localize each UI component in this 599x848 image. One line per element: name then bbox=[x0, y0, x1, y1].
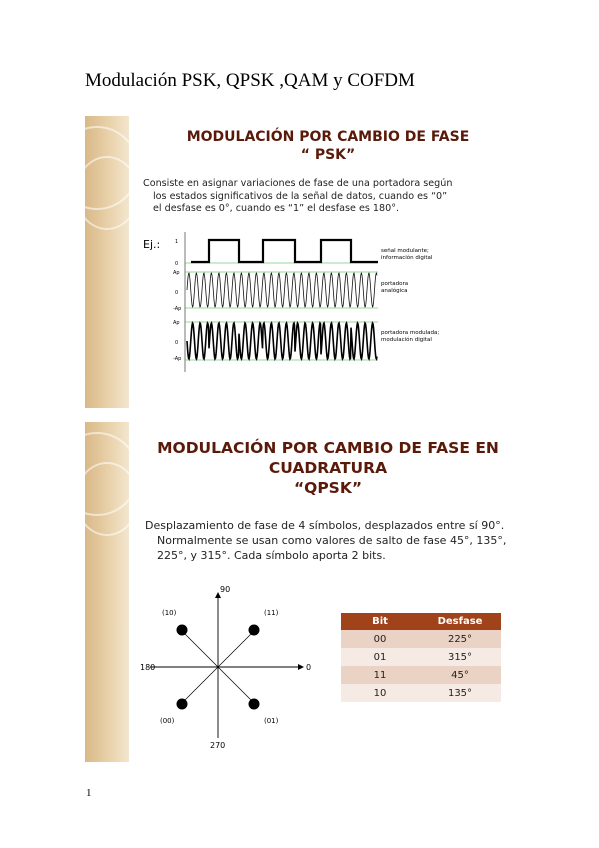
axis-label-ap3: Ap bbox=[173, 320, 180, 326]
qpsk-text-line2: Normalmente se usan como valores de salto de fase 45°, 135°, bbox=[157, 534, 507, 547]
symbol-point-00 bbox=[177, 699, 188, 710]
column-header-bit: Bit bbox=[341, 613, 419, 630]
axis-label-ap4: -Ap bbox=[173, 356, 182, 362]
qpsk-description bbox=[145, 518, 525, 563]
psk-text-line1: Consiste en asignar variaciones de fase de una portadora según bbox=[143, 178, 453, 189]
table-header-row bbox=[341, 613, 501, 630]
page-number: 1 bbox=[86, 787, 92, 799]
table-row bbox=[341, 666, 501, 684]
angle-label-0: 0 bbox=[306, 663, 312, 672]
analog-carrier-wave bbox=[187, 273, 377, 307]
carrier-label-1: portadora bbox=[381, 281, 409, 287]
axis-label-zero2: 0 bbox=[175, 290, 179, 296]
symbol-point-10 bbox=[177, 625, 188, 636]
angle-label-90: 90 bbox=[220, 585, 231, 594]
qpsk-title-line2: CUADRATURA bbox=[268, 459, 388, 477]
decorative-sidebar bbox=[85, 116, 129, 408]
psk-waveform-diagram bbox=[173, 232, 473, 382]
axis-label-zero: 0 bbox=[175, 261, 179, 267]
qpsk-text-line1: Desplazamiento de fase de 4 símbolos, desplazados entre sí 90°. bbox=[145, 519, 505, 532]
diagonal-10 bbox=[184, 633, 218, 667]
bit-cell: 10 bbox=[341, 684, 419, 702]
psk-title-line1: MODULACIÓN POR CAMBIO DE FASE bbox=[186, 129, 470, 145]
modulated-carrier-wave bbox=[187, 323, 377, 359]
qpsk-title bbox=[129, 438, 527, 498]
bit-cell: 11 bbox=[341, 666, 419, 684]
column-header-desfase: Desfase bbox=[419, 613, 501, 630]
table-row bbox=[341, 648, 501, 666]
modulating-digital-signal bbox=[191, 240, 378, 262]
axis-label-one: 1 bbox=[175, 239, 179, 245]
modulated-label-2: modulación digital bbox=[381, 337, 432, 343]
phase-cell: 315° bbox=[419, 648, 501, 666]
bit-cell: 01 bbox=[341, 648, 419, 666]
qpsk-title-line1: MODULACIÓN POR CAMBIO DE FASE EN bbox=[157, 439, 499, 457]
angle-label-270: 270 bbox=[210, 741, 226, 750]
bit-cell: 00 bbox=[341, 630, 419, 648]
qpsk-constellation-diagram bbox=[140, 580, 320, 750]
psk-slide bbox=[85, 116, 527, 408]
diagonal-11 bbox=[218, 633, 252, 667]
psk-title bbox=[129, 128, 527, 164]
symbol-label-11: (11) bbox=[264, 609, 279, 617]
decorative-sidebar bbox=[85, 422, 129, 762]
phase-cell: 135° bbox=[419, 684, 501, 702]
symbol-label-00: (00) bbox=[160, 717, 175, 725]
axis-label-ap2: -Ap bbox=[173, 306, 182, 312]
psk-text-line3: el desfase es 0°, cuando es “1” el desfase es 180°. bbox=[153, 203, 400, 214]
example-label: Ej.: bbox=[143, 238, 161, 251]
table-row bbox=[341, 630, 501, 648]
table-row bbox=[341, 684, 501, 702]
modulating-label-1: señal modulante; bbox=[381, 248, 429, 254]
symbol-label-01: (01) bbox=[264, 717, 279, 725]
symbol-point-01 bbox=[249, 699, 260, 710]
symbol-label-10: (10) bbox=[162, 609, 177, 617]
i-axis-arrow bbox=[298, 664, 304, 670]
page-heading: Modulación PSK, QPSK ,QAM y COFDM bbox=[85, 70, 415, 91]
qpsk-title-line3: “QPSK” bbox=[293, 479, 363, 497]
phase-cell: 45° bbox=[419, 666, 501, 684]
bit-phase-table bbox=[341, 613, 501, 702]
qpsk-text-line3: 225°, y 315°. Cada símbolo aporta 2 bits. bbox=[157, 549, 386, 562]
carrier-label-2: analógica bbox=[381, 288, 408, 294]
diagonal-01 bbox=[218, 667, 252, 701]
psk-title-line2: “ PSK” bbox=[300, 147, 356, 163]
psk-text-line2: los estados significativos de la señal de datos, cuando es “0” bbox=[153, 190, 448, 202]
modulated-label-1: portadora modulada; bbox=[381, 330, 440, 336]
psk-description bbox=[143, 178, 523, 216]
axis-label-zero3: 0 bbox=[175, 340, 179, 346]
phase-cell: 225° bbox=[419, 630, 501, 648]
angle-label-180: 180 bbox=[140, 663, 156, 672]
axis-label-ap1: Ap bbox=[173, 270, 180, 276]
qpsk-slide bbox=[85, 422, 527, 762]
modulating-label-2: información digital bbox=[381, 255, 433, 261]
diagonal-00 bbox=[184, 667, 218, 701]
symbol-point-11 bbox=[249, 625, 260, 636]
